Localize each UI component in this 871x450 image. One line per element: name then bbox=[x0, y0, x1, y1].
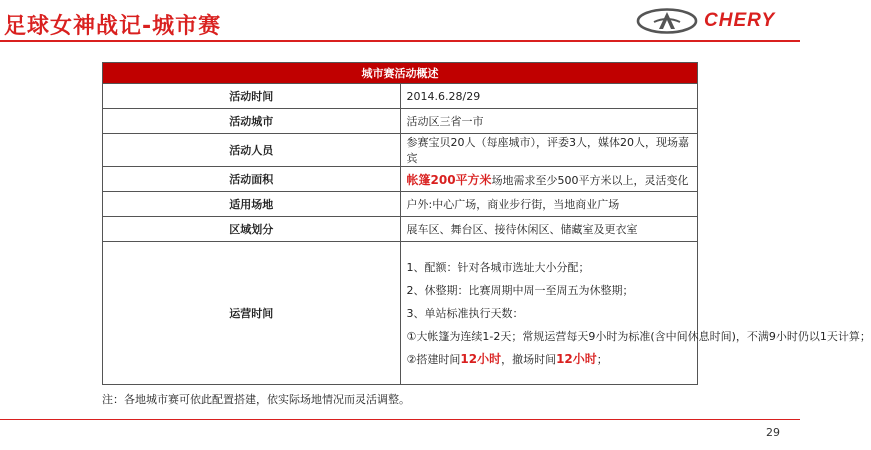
table-row bbox=[103, 217, 698, 242]
chery-logo-icon bbox=[636, 8, 698, 34]
table-row bbox=[103, 134, 698, 167]
row-label: 活动时间 bbox=[103, 84, 401, 109]
row-value: 2014.6.28/29 bbox=[400, 84, 698, 109]
ops-line: 2、休整期：比赛周期中周一至周五为休整期； bbox=[406, 283, 634, 297]
table-row bbox=[103, 192, 698, 217]
row-value: 活动区三省一市 bbox=[400, 109, 698, 134]
ops-line: ①大帐篷为连续1-2天；常规运营每天9小时为标准(含中间休息时间)，不满9小时仍以1天计算； bbox=[406, 329, 871, 343]
overview-table bbox=[102, 62, 871, 385]
row-label: 活动城市 bbox=[103, 109, 401, 134]
row-value: 参赛宝贝20人（每座城市），评委3人，媒体20人，现场嘉宾 bbox=[400, 134, 698, 167]
page-title: 足球女神战记-城市赛 bbox=[4, 14, 222, 39]
row-label: 区域划分 bbox=[103, 217, 401, 242]
table-row bbox=[103, 242, 698, 385]
table-row bbox=[103, 167, 698, 192]
ops-detail bbox=[400, 242, 871, 385]
area-detail: 场地需求至少500平方米以上，灵活变化 bbox=[491, 173, 689, 187]
table-row bbox=[103, 109, 698, 134]
title-divider bbox=[0, 40, 800, 42]
row-label: 运营时间 bbox=[103, 242, 401, 385]
table-heading: 城市赛活动概述 bbox=[103, 63, 698, 84]
row-value: 展车区、舞台区、接待休闲区、储藏室及更衣室 bbox=[400, 217, 698, 242]
brand-name: CHERY bbox=[704, 10, 776, 31]
ops-line: 3、单站标准执行天数： bbox=[406, 306, 524, 320]
line-end: ； bbox=[596, 352, 608, 366]
footer-divider bbox=[0, 419, 800, 420]
teardown-time: 12小时 bbox=[556, 351, 597, 366]
brand-logo bbox=[636, 8, 775, 34]
ops-line bbox=[407, 348, 692, 371]
ops-line: 1、配额：针对各城市选址大小分配； bbox=[406, 260, 590, 274]
table-row bbox=[103, 84, 698, 109]
area-highlight: 帐篷200平方米 bbox=[406, 172, 492, 187]
row-value: 户外:中心广场，商业步行街，当地商业广场 bbox=[400, 192, 698, 217]
setup-time: 12小时 bbox=[460, 351, 502, 366]
row-label: 活动人员 bbox=[103, 134, 401, 167]
setup-label: ②搭建时间 bbox=[406, 352, 461, 366]
page-number: 29 bbox=[766, 426, 780, 439]
row-value bbox=[400, 167, 698, 192]
teardown-label: ，撤场时间 bbox=[501, 352, 557, 366]
footnote: 注：各地城市赛可依此配置搭建，依实际场地情况而灵活调整。 bbox=[102, 393, 410, 406]
row-label: 活动面积 bbox=[103, 167, 401, 192]
row-label: 适用场地 bbox=[103, 192, 401, 217]
